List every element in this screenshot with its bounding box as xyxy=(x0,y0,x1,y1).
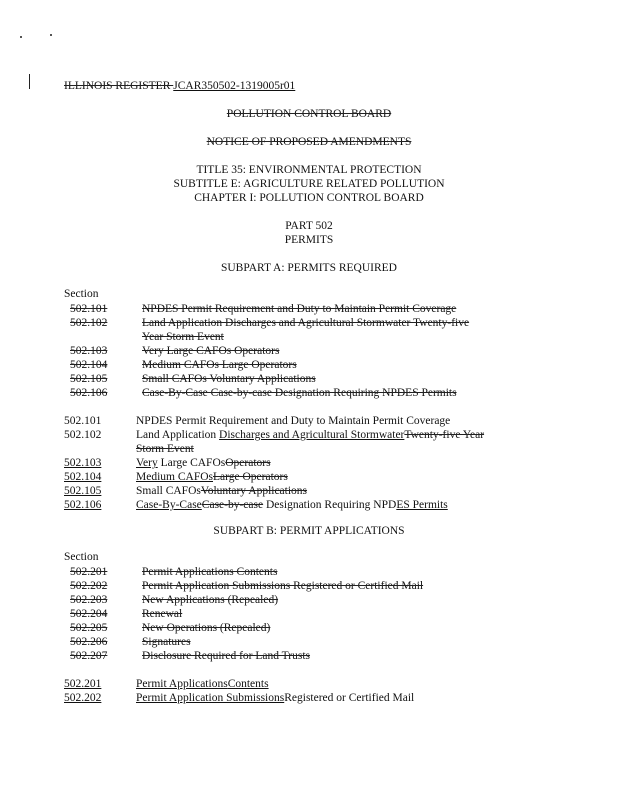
toc-num: 502.105 xyxy=(64,485,102,497)
toc-num: 502.103 xyxy=(70,345,108,357)
toc-title: Medium CAFOs Large Operators xyxy=(142,359,297,371)
toc-num: 502.106 xyxy=(70,387,108,399)
revision-margin-bar xyxy=(29,74,30,89)
toc-title: NPDES Permit Requirement and Duty to Maintain Permit Coverage xyxy=(136,415,451,427)
toc-num: 502.203 xyxy=(70,594,108,606)
toc-num: 502.103 xyxy=(64,457,102,469)
notice-header: NOTICE OF PROPOSED AMENDMENTS xyxy=(206,136,412,148)
part-line: PART 502 xyxy=(285,220,333,232)
toc-title: Permit Applications Contents xyxy=(142,566,278,578)
toc-title: Small CAFOs Voluntary Applications xyxy=(142,373,316,385)
toc-title: Small CAFOsVoluntary Applications xyxy=(136,485,308,497)
toc-title: Permit Application SubmissionsRegistered or Certified Mail xyxy=(136,692,415,704)
scan-speck xyxy=(20,36,22,38)
toc-num: 502.201 xyxy=(64,678,102,690)
toc-num: 502.104 xyxy=(70,359,108,371)
toc-title: NPDES Permit Requirement and Duty to Maintain Permit Coverage xyxy=(142,303,457,315)
toc-num: 502.101 xyxy=(64,415,102,427)
section-label: Section xyxy=(64,551,99,563)
toc-num: 502.202 xyxy=(70,580,108,592)
section-label: Section xyxy=(64,288,99,300)
subpart-a-heading: SUBPART A: PERMITS REQUIRED xyxy=(220,262,397,274)
toc-title: Signatures xyxy=(142,636,191,648)
toc-title: Very Large CAFOs Operators xyxy=(142,345,280,357)
register-code: JCAR350502-1319005r01 xyxy=(173,80,296,92)
chapter-line: CHAPTER I: POLLUTION CONTROL BOARD xyxy=(194,192,424,204)
toc-title: Permit ApplicationsContents xyxy=(136,678,269,690)
toc-num: 502.105 xyxy=(70,373,108,385)
toc-title: Very Large CAFOsOperators xyxy=(136,457,271,469)
board-header: POLLUTION CONTROL BOARD xyxy=(226,108,392,120)
part-name-line: PERMITS xyxy=(284,234,334,246)
toc-title: Disclosure Required for Land Trusts xyxy=(142,650,311,662)
toc-title: Land Application Discharges and Agricultural Stormwater Twenty-five xyxy=(142,317,470,329)
toc-num: 502.204 xyxy=(70,608,108,620)
toc-num: 502.206 xyxy=(70,636,108,648)
toc-title: Permit Application Submissions Registered or Certified Mail xyxy=(142,580,424,592)
subtitle-line: SUBTITLE E: AGRICULTURE RELATED POLLUTION xyxy=(173,178,445,190)
toc-num: 502.102 xyxy=(64,429,102,441)
subpart-b-heading: SUBPART B: PERMIT APPLICATIONS xyxy=(213,525,405,537)
toc-num: 502.205 xyxy=(70,622,108,634)
toc-title: New Applications (Repealed) xyxy=(142,594,279,606)
title-line: TITLE 35: ENVIRONMENTAL PROTECTION xyxy=(196,164,422,176)
toc-num: 502.101 xyxy=(70,303,108,315)
toc-title: Land Application Discharges and Agricultural StormwaterTwenty-five Year xyxy=(136,429,485,441)
register-header xyxy=(64,80,295,93)
toc-num: 502.102 xyxy=(70,317,108,329)
toc-num: 502.106 xyxy=(64,499,102,511)
toc-title: Case-By-Case Case-by-case Designation Requiring NPDES Permits xyxy=(142,387,457,399)
scan-speck xyxy=(50,34,52,36)
toc-num: 502.207 xyxy=(70,650,108,662)
toc-num: 502.104 xyxy=(64,471,102,483)
register-name: ILLINOIS REGISTER xyxy=(64,80,174,92)
toc-num: 502.202 xyxy=(64,692,102,704)
toc-num: 502.201 xyxy=(70,566,108,578)
toc-title: Medium CAFOsLarge Operators xyxy=(136,471,288,483)
toc-title: Renewal xyxy=(142,608,183,620)
toc-title-cont: Storm Event xyxy=(136,443,194,455)
toc-title-cont: Year Storm Event xyxy=(142,331,224,343)
toc-title: Case-By-CaseCase-by-case Designation Requiring NPDES Permits xyxy=(136,499,448,511)
toc-title: New Operations (Repealed) xyxy=(142,622,271,634)
